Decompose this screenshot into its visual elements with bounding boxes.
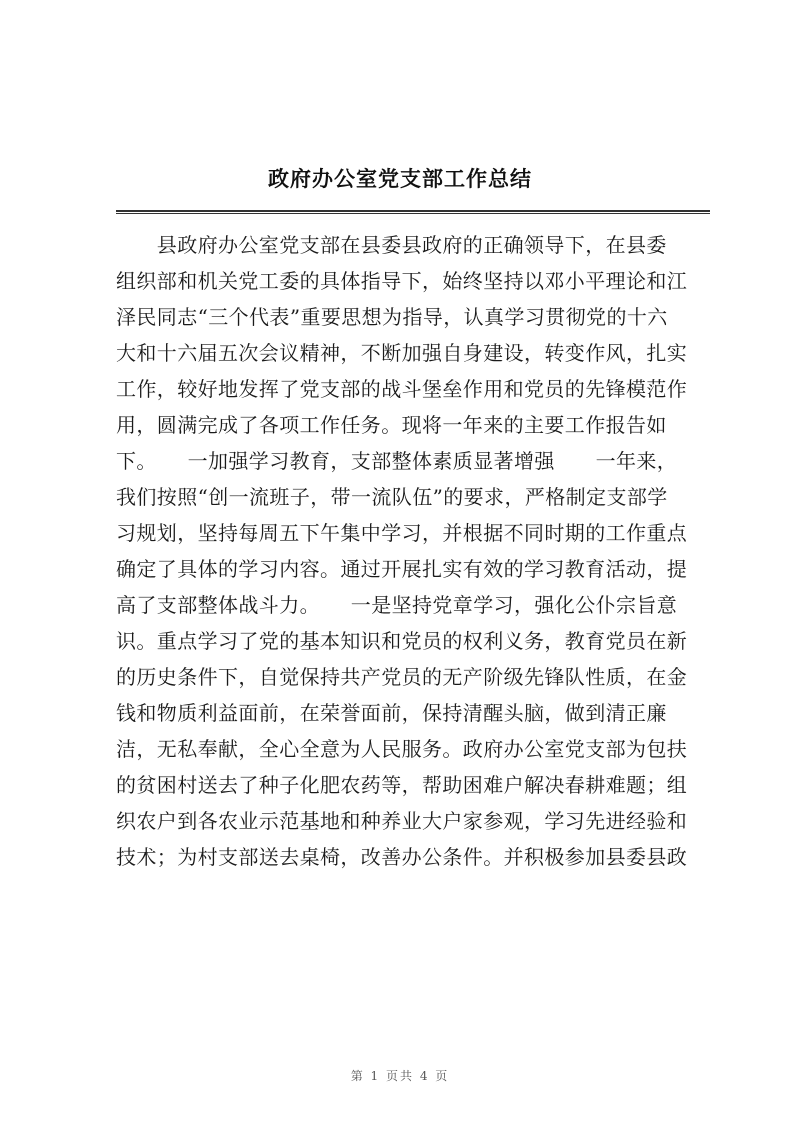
document-title: 政府办公室党支部工作总结 bbox=[268, 167, 532, 191]
body-line: 识。重点学习了党的基本知识和党员的权利义务，教育党员在新 bbox=[116, 629, 688, 653]
body-line: 工作，较好地发挥了党支部的战斗堡垒作用和党员的先锋模范作 bbox=[116, 377, 688, 401]
body-line: 组织部和机关党工委的具体指导下，始终坚持以邓小平理论和江 bbox=[116, 269, 688, 293]
body-line: 技术；为村支部送去桌椅，改善办公条件。并积极参加县委县政 bbox=[116, 845, 688, 869]
body-line: 用，圆满完成了各项工作任务。现将一年来的主要工作报告如 bbox=[116, 413, 667, 437]
body-line: 的贫困村送去了种子化肥农药等，帮助困难户解决春耕难题；组 bbox=[116, 773, 688, 797]
body-line: 织农户到各农业示范基地和种养业大户家参观，学习先进经验和 bbox=[116, 809, 688, 833]
document-body bbox=[116, 227, 710, 875]
body-line: 大和十六届五次会议精神，不断加强自身建设，转变作风，扎实 bbox=[116, 341, 688, 365]
page-number: 第 1 页共 4 页 bbox=[350, 1069, 450, 1083]
body-line: 我们按照“创一流班子，带一流队伍”的要求，严格制定支部学 bbox=[116, 485, 668, 509]
body-line: 下。 一加强学习教育，支部整体素质显著增强 一年来， bbox=[116, 449, 678, 473]
body-line: 县政府办公室党支部在县委县政府的正确领导下，在县委 bbox=[116, 233, 667, 257]
body-line: 钱和物质利益面前，在荣誉面前，保持清醒头脑，做到清正廉 bbox=[116, 701, 667, 725]
body-line: 洁，无私奉献，全心全意为人民服务。政府办公室党支部为包扶 bbox=[116, 737, 688, 761]
body-line: 确定了具体的学习内容。通过开展扎实有效的学习教育活动，提 bbox=[116, 557, 688, 581]
body-line: 的历史条件下，自觉保持共产党员的无产阶级先锋队性质，在金 bbox=[116, 665, 688, 689]
body-line: 习规划，坚持每周五下午集中学习，并根据不同时期的工作重点 bbox=[116, 521, 688, 545]
body-line: 高了支部整体战斗力。 一是坚持党章学习，强化公仆宗旨意 bbox=[116, 593, 678, 617]
body-line: 泽民同志“三个代表”重要思想为指导，认真学习贯彻党的十六 bbox=[116, 305, 668, 329]
title-divider bbox=[116, 210, 710, 214]
